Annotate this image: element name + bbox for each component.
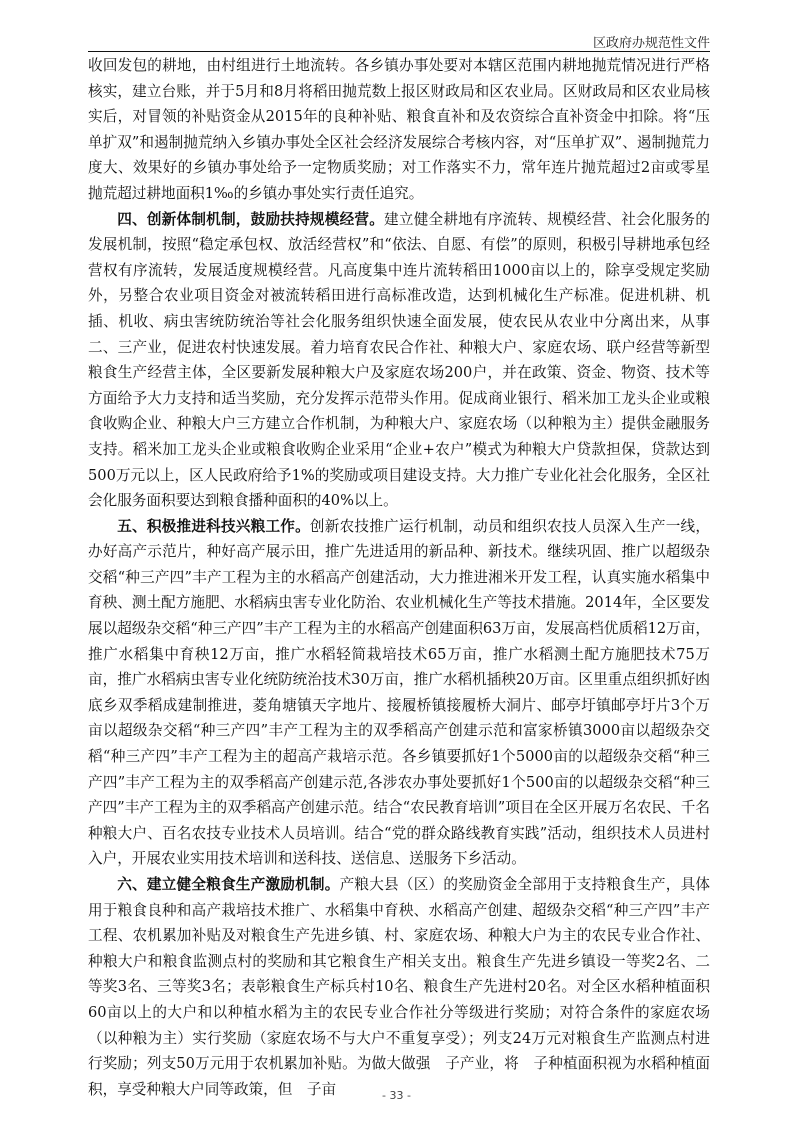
paragraph-2-body: 建立健全耕地有序流转、规模经营、社会化服务的发展机制，按照“稳定承包权、放活经营权”和“依法、自愿、有偿”的原则，积极引导耕地承包经营权有序流转，发展适度规模经营。凡高度集中连片流转稻田1000亩以上的，除享受规定奖励外，另整合农业项目资金对被流转稻田进行高标准改造，达到机械化生产标准。促进机耕、机插、机收、病虫害统防统治等社会化服务组织快速全面发展，使农民从农业中分离出来，从事二、三产业，促进农村快速发展。着力培育农民合作社、种粮大户、家庭农场、联户经营等新型粮食生产经营主体，全区要新发展种粮大户及家庭农场200户，并在政策、资金、物资、技术等方面给予大力支持和适当奖励，充分发挥示范带头作用。促成商业银行、稻米加工龙头企业或粮食收购企业、种粮大户三方建立合作机制，为种粮大户、家庭农场（以种粮为主）提供金融服务支持。稻米加工龙头企业或粮食收购企业采用“企业+农户”模式为种粮大户贷款担保，贷款达到500万元以上，区人民政府给予1%的奖励或项目建设支持。大力推广专业化社会化服务，全区社会化服务面积要达到粮食播种面积的40%以上。 bbox=[88, 210, 710, 510]
paragraph-1 bbox=[88, 53, 710, 207]
header-title: 区政府办规范性文件 bbox=[592, 36, 710, 51]
paragraph-2 bbox=[88, 207, 710, 514]
page-number: - 33 - bbox=[382, 1089, 411, 1102]
section-heading-6: 六、建立健全粮食生产激励机制。 bbox=[117, 876, 340, 893]
section-heading-4: 四、创新体制机制，鼓励扶持规模经营。 bbox=[117, 210, 385, 228]
section-heading-5: 五、积极推进科技兴粮工作。 bbox=[117, 517, 310, 535]
paragraph-4-body: 产粮大县（区）的奖励资金全部用于支持粮食生产，具体用于粮食良种和高产栽培技术推广、水稻集中育秧、水稻高产创建、超级杂交稻“种三产四”丰产工程、农机累加补贴及对粮食生产先进乡镇、村、家庭农场、种粮大户为主的农民专业合作社、种粮大户和粮食监测点村的奖励和其它粮食生产相关支出。粮食生产先进乡镇设一等奖2名、二等奖3名、三等奖3名；表彰粮食生产标兵村10名、粮食生产先进村20名。对全区水稻种植面积60亩以上的大户和以种植水稻为主的农民专业合作社分等级进行奖励；对符合条件的家庭农场（以种粮为主）实行奖励（家庭农场不与大户不重复享受）；列支24万元对粮食生产监测点村进行奖励；列支50万元用于农机累加补贴。为做大做强 子产业，将 子种植面积视为水稻种植面积，享受种粮大户同等政策，但 子亩 bbox=[88, 876, 710, 1098]
page-header bbox=[88, 30, 710, 52]
header-rule bbox=[88, 51, 710, 52]
document-body bbox=[88, 53, 710, 1102]
paragraph-3 bbox=[88, 514, 710, 872]
paragraph-3-body: 创新农技推广运行机制，动员和组织农技人员深入生产一线，办好高产示范片，种好高产展示田，推广先进适用的新品种、新技术。继续巩固、推广以超级杂交稻“种三产四”丰产工程为主的水稻高产创建活动，大力推进湘米开发工程，认真实施水稻集中育秧、测土配方施肥、水稻病虫害专业化防治、农业机械化生产等技术措施。2014年，全区要发展以超级杂交稻“种三产四”丰产工程为主的水稻高产创建面积63万亩，发展高档优质稻12万亩，推广水稻集中育秧12万亩，推广水稻轻简栽培技术65万亩，推广水稻测土配方施肥技术75万亩，推广水稻病虫害专业化统防统治技术30万亩，推广水稻机插秧20万亩。区里重点组织抓好凼底乡双季稻成建制推进，菱角塘镇天字地片、接履桥镇接履桥大洞片、邮亭圩镇邮亭圩片3个万亩以超级杂交稻“种三产四”丰产工程为主的双季稻高产创建示范和富家桥镇3000亩以超级杂交稻“种三产四”丰产工程为主的超高产栽培示范。各乡镇要抓好1个5000亩的以超级杂交稻“种三产四”丰产工程为主的双季稻高产创建示范,各涉农办事处要抓好1个500亩的以超级杂交稻“种三产四”丰产工程为主的双季稻高产创建示范。结合“农民教育培训”项目在全区开展万名农民、千名种粮大户、百名农技专业技术人员培训。结合“党的群众路线教育实践”活动，组织技术人员进村入户，开展农业实用技术培训和送科技、送信息、送服务下乡活动。 bbox=[88, 517, 710, 868]
paragraph-1-body: 收回发包的耕地，由村组进行土地流转。各乡镇办事处要对本辖区范围内耕地抛荒情况进行严格核实，建立台账，并于5月和8月将稻田抛荒数上报区财政局和区农业局。区财政局和区农业局核实后，对冒领的补贴资金从2015年的良种补贴、粮食直补和及农资综合直补资金中扣除。将“压单扩双”和遏制抛荒纳入乡镇办事处全区社会经济发展综合考核内容，对“压单扩双”、遏制抛荒力度大、效果好的乡镇办事处给予一定物质奖励；对工作落实不力，常年连片抛荒超过2亩或零星抛荒超过耕地面积1‰的乡镇办事处实行责任追究。 bbox=[88, 57, 710, 202]
paragraph-4 bbox=[88, 872, 710, 1102]
